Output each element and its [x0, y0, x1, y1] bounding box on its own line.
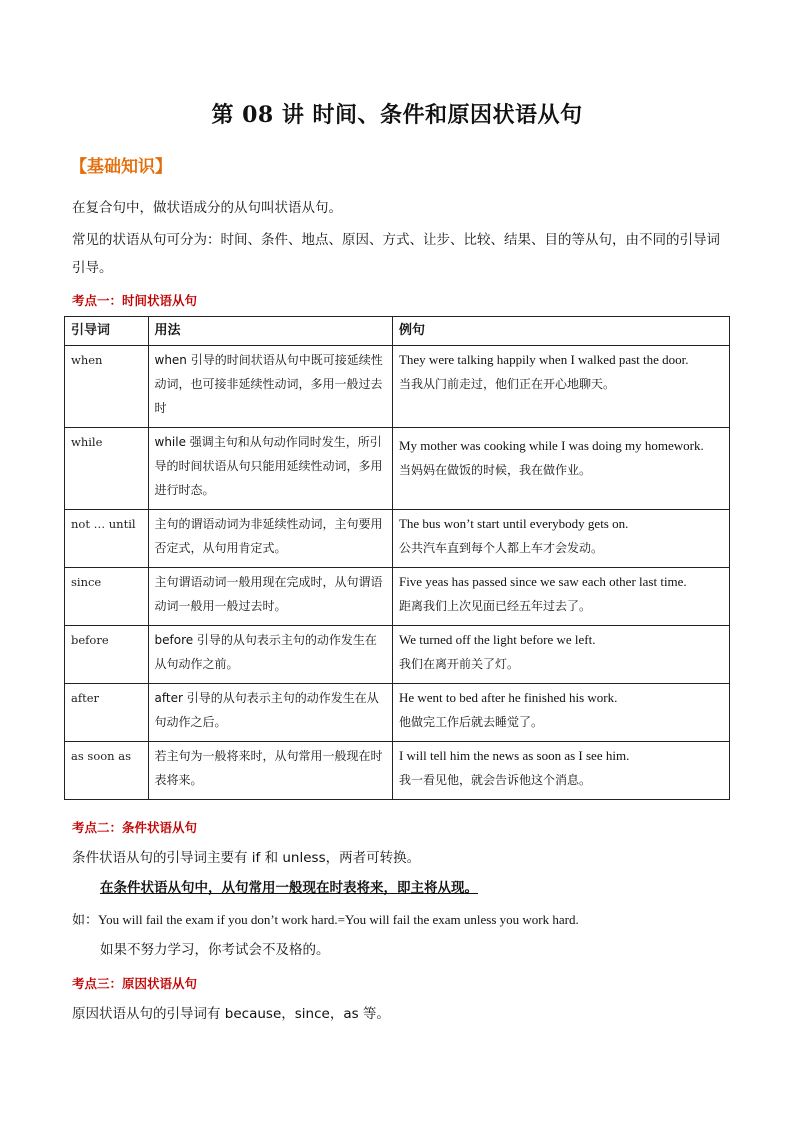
example-zh: 我一看见他，就会告诉他这个消息。	[398, 773, 591, 787]
table-header-row	[65, 317, 730, 346]
table-row	[65, 510, 730, 568]
cell-usage: 主句谓语动词一般用现在完成时，从句谓语动词一般用一般过去时。	[148, 568, 392, 626]
cell-usage: 若主句为一般将来时，从句常用一般现在时表将来。	[148, 742, 392, 800]
example-en: We turned off the light before we left.	[398, 632, 596, 647]
cell-word: as soon as	[65, 742, 149, 800]
point-heading-time: 考点一：时间状语从句	[72, 293, 198, 308]
cell-example	[392, 684, 729, 742]
cell-word: after	[65, 684, 149, 742]
cell-example	[392, 568, 729, 626]
cell-example	[392, 510, 729, 568]
table-row	[65, 428, 730, 510]
example-zh: 我们在离开前关了灯。	[398, 657, 519, 671]
example-zh: 当妈妈在做饭的时候，我在做作业。	[398, 463, 591, 477]
example-en: They were talking happily when I walked past the door.	[398, 352, 689, 367]
page-title: 第 08 讲 时间、条件和原因状语从句	[211, 102, 583, 128]
cell-usage: when 引导的时间状语从句中既可接延续性动词，也可接非延续性动词，多用一般过去时	[148, 346, 392, 428]
cell-example	[392, 346, 729, 428]
table-row	[65, 742, 730, 800]
point-heading-reason: 考点三：原因状语从句	[72, 976, 198, 991]
example-prefix: 如：	[72, 913, 99, 928]
header-cell-usage: 用法	[148, 317, 392, 346]
cell-usage: 主句的谓语动词为非延续性动词，主句要用否定式，从句用肯定式。	[148, 510, 392, 568]
condition-example	[72, 906, 732, 935]
table-row	[65, 568, 730, 626]
reason-paragraph-1: 原因状语从句的引导词有 because，since，as 等。	[72, 1006, 390, 1022]
point-heading-condition: 考点二：条件状语从句	[72, 820, 198, 835]
condition-paragraph-2-wrap	[72, 874, 732, 902]
example-zh: 他做完工作后就去睡觉了。	[398, 715, 543, 729]
cell-word: before	[65, 626, 149, 684]
intro-paragraph-2: 常见的状语从句可分为：时间、条件、地点、原因、方式、让步、比较、结果、目的等从句，由不同的引导词引导。	[72, 232, 720, 276]
example-zh: 当我从门前走过，他们正在开心地聊天。	[398, 377, 615, 391]
example-en: My mother was cooking while I was doing my homework.	[398, 438, 704, 453]
cell-word: when	[65, 346, 149, 428]
condition-example-zh: 如果不努力学习，你考试会不及格的。	[100, 942, 330, 958]
example-zh: 公共汽车直到每个人都上车才会发动。	[398, 541, 603, 555]
cell-example	[392, 428, 729, 510]
cell-example	[392, 742, 729, 800]
cell-usage: after 引导的从句表示主句的动作发生在从句动作之后。	[148, 684, 392, 742]
header-cell-word: 引导词	[65, 317, 149, 346]
table-row	[65, 626, 730, 684]
cell-usage: while 强调主句和从句动作同时发生，所引导的时间状语从句只能用延续性动词，多用进行时态。	[148, 428, 392, 510]
table-row	[65, 346, 730, 428]
intro-paragraph-1: 在复合句中，做状语成分的从句叫状语从句。	[72, 200, 342, 216]
condition-paragraph-1: 条件状语从句的引导词主要有 if 和 unless，两者可转换。	[72, 850, 421, 866]
cell-example	[392, 626, 729, 684]
cell-word: since	[65, 568, 149, 626]
example-en: Five yeas has passed since we saw each other last time.	[398, 574, 687, 589]
section-heading-basic: 【基础知识】	[70, 157, 172, 177]
condition-rule-text: 在条件状语从句中，从句常用一般现在时表将来，即主将从现。	[100, 880, 478, 896]
cell-word: not … until	[65, 510, 149, 568]
example-zh: 距离我们上次见面已经五年过去了。	[398, 599, 591, 613]
example-en: I will tell him the news as soon as I see him.	[398, 748, 630, 763]
condition-example-en: You will fail the exam if you don’t work hard.=You will fail the exam unless you work hard.	[98, 912, 579, 927]
example-en: The bus won’t start until everybody gets on.	[398, 516, 629, 531]
cell-usage: before 引导的从句表示主句的动作发生在从句动作之前。	[148, 626, 392, 684]
example-en: He went to bed after he finished his work.	[398, 690, 618, 705]
time-clause-table	[64, 316, 730, 800]
cell-word: while	[65, 428, 149, 510]
header-cell-example: 例句	[392, 317, 729, 346]
table-row	[65, 684, 730, 742]
